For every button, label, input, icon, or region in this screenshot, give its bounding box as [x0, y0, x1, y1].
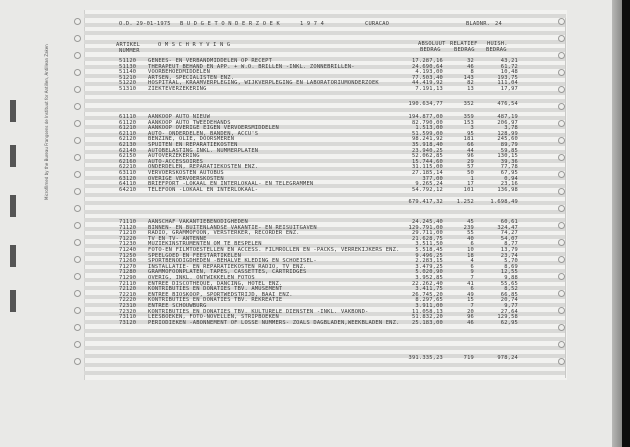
article-description: AANKOOP AUTO NIEUW — [148, 114, 211, 120]
total-relative: 719 — [463, 355, 474, 361]
absolute-amount: 5.020,90 — [415, 269, 443, 276]
article-description: AANKOOP OVERIGE EIGEN VERVOERSMIDDELEN — [148, 125, 279, 132]
article-code: 71110 — [119, 219, 137, 225]
article-code: 72220 — [119, 297, 137, 304]
absolute-amount: 22.262,40 — [411, 280, 443, 287]
article-description: SPUITEN EN REPARATIEKOSTEN — [148, 142, 238, 148]
household-amount: 487,19 — [497, 114, 518, 120]
stripe — [84, 337, 566, 341]
article-description: KONTRIBUTIES EN DONATIES TBV. REKREATIE — [148, 297, 283, 304]
relative-amount: 153 — [463, 119, 474, 126]
total-household: 1.698,49 — [490, 199, 518, 205]
absolute-amount: 8.297,65 — [415, 297, 443, 304]
absolute-amount: 35.918,40 — [411, 142, 443, 148]
total-absolute: 391.335,23 — [408, 355, 443, 361]
table-row — [0, 187, 630, 193]
article-code: 71290 — [119, 275, 137, 281]
article-code: 61210 — [119, 125, 137, 132]
table-row — [0, 320, 630, 326]
absolute-amount: 77.503,40 — [411, 74, 443, 81]
relative-amount: 6 — [470, 263, 474, 270]
household-amount: 10,48 — [500, 69, 518, 76]
household-amount: 17,97 — [500, 86, 518, 92]
absolute-amount: 24.690,64 — [411, 63, 443, 70]
household-amount: 8,77 — [504, 241, 518, 248]
article-code: 71120 — [119, 224, 137, 231]
table-row — [0, 86, 630, 92]
absolute-amount: 44.419,92 — [411, 80, 443, 87]
household-amount: 5,70 — [504, 258, 518, 265]
relative-amount: 7 — [470, 303, 474, 309]
page-label: BLADNR. — [466, 21, 491, 27]
article-description: GENEES- EN VERBANDMIDDELEN OP RECEPT — [148, 58, 273, 64]
household-amount: 8,69 — [504, 263, 518, 270]
article-description: ENTREE BIOSKOOP, SPORTWEDSTRIJD, BAAI ENZ. — [148, 291, 293, 298]
household-amount: 9,88 — [504, 275, 518, 281]
relative-amount: 95 — [467, 130, 474, 137]
article-code: 73110 — [119, 314, 137, 321]
relative-amount: 239 — [463, 224, 474, 231]
col-relatief: RELATIEF — [450, 41, 478, 47]
relative-amount: 41 — [467, 280, 474, 287]
article-description: AUTO- ONDERDELEN, BANDEN, ACCU'S — [148, 130, 259, 137]
absolute-amount: 3.911,00 — [415, 303, 443, 309]
household-amount: 54,07 — [500, 235, 518, 242]
absolute-amount: 1.513,00 — [415, 125, 443, 132]
article-description: TV EN TV- ANTENNE — [148, 235, 207, 242]
article-code: 63120 — [119, 175, 137, 182]
article-code: 72210 — [119, 291, 137, 298]
article-code: 72320 — [119, 308, 137, 315]
article-code: 71230 — [119, 241, 137, 248]
col-absoluut: ABSOLUUT — [418, 41, 446, 47]
relative-amount: 13 — [467, 86, 474, 92]
relative-amount: 46 — [467, 63, 474, 70]
article-code: 62210 — [119, 164, 137, 171]
household-amount: 0,94 — [504, 175, 518, 182]
relative-amount: 55 — [467, 230, 474, 237]
section-total-row — [0, 199, 630, 205]
article-code: 71250 — [119, 252, 137, 259]
total-relative: 1.252 — [456, 199, 474, 205]
absolute-amount: 2.283,15 — [415, 258, 443, 265]
household-amount: 66,85 — [500, 291, 518, 298]
absolute-amount: 51.599,00 — [411, 130, 443, 137]
relative-amount: 8 — [470, 69, 474, 76]
relative-amount: 15 — [467, 297, 474, 304]
article-code: 71220 — [119, 235, 137, 242]
household-amount: 39,36 — [500, 158, 518, 165]
feed-hole — [558, 35, 565, 42]
feed-hole — [558, 341, 565, 348]
total-absolute: 679.417,32 — [408, 199, 443, 205]
article-description: OVERIG, INKL. ONTWIKKELEN FOTOS — [148, 275, 255, 281]
absolute-amount: 3.511,50 — [415, 241, 443, 248]
article-code: 71260 — [119, 258, 137, 265]
absolute-amount: 23.940,25 — [411, 147, 443, 154]
household-amount: 129,58 — [497, 314, 518, 321]
absolute-amount: 24.245,40 — [411, 219, 443, 225]
article-description: ONDERDELEN, REPARATIEKOSTEN ENZ. — [148, 164, 259, 171]
absolute-amount: 9.265,24 — [415, 181, 443, 188]
article-code: 63110 — [119, 170, 137, 176]
household-amount: 111,04 — [497, 80, 518, 87]
stripe — [84, 363, 566, 367]
household-amount: 9,77 — [504, 303, 518, 309]
household-amount: 74,27 — [500, 230, 518, 237]
col-artikel: ARTIKEL — [116, 42, 141, 48]
article-code: 71240 — [119, 247, 137, 253]
absolute-amount: 4.193,00 — [415, 69, 443, 76]
absolute-amount: 21.628,75 — [411, 235, 443, 242]
article-description: AANSCHAF VAKANTIEBENODIGHEDEN — [148, 219, 248, 225]
household-amount: 61,72 — [500, 63, 518, 70]
stripe — [84, 193, 566, 197]
stripe — [84, 329, 566, 333]
article-description: SPORTBENODIGDHEDEN -BEHALVE KLEDING EN SCHOEISEL- — [148, 258, 317, 265]
article-code: 62160 — [119, 158, 137, 165]
article-description: KONTRIBUTIES EN DONATIES TBV. AMUSEMENT — [148, 286, 283, 293]
household-amount: 27,64 — [500, 308, 518, 315]
article-description: GRAMMOFOONPLATEN, TAPES, CASSETTES, CARTRIDGES — [148, 269, 307, 276]
article-description: OVERIGE VERVOERSKOSTEN — [148, 175, 224, 182]
article-description: BENZINE, OLIE, DOORSMEREN — [148, 136, 235, 143]
article-code: 64210 — [119, 186, 137, 193]
absolute-amount: 98.241,92 — [411, 136, 443, 143]
total-absolute: 190.634,77 — [408, 101, 443, 107]
feed-hole — [74, 341, 81, 348]
total-relative: 352 — [463, 101, 474, 107]
relative-amount: 359 — [463, 114, 474, 120]
article-code: 72310 — [119, 303, 137, 309]
article-description: SPEELGOED EN FEESTARTIKELEN — [148, 252, 242, 259]
microfilm-note: Microfilmed by the Bureau Frangsens de Instituut for Antillen, Antillean Zaken — [44, 44, 49, 200]
absolute-amount: 194.877,00 — [408, 114, 443, 120]
household-amount: 62,95 — [500, 319, 518, 326]
article-description: RADIO, GRAMMOFOON, VERSTERKER, RECORDER ENZ. — [148, 230, 300, 237]
relative-amount: 6 — [470, 286, 474, 293]
absolute-amount: 54.792,12 — [411, 186, 443, 193]
relative-amount: 46 — [467, 319, 474, 326]
total-household: 476,54 — [497, 101, 518, 107]
absolute-amount: 11.058,13 — [411, 308, 443, 315]
relative-amount: 66 — [467, 142, 474, 148]
absolute-amount: 3.952,85 — [415, 275, 443, 281]
absolute-amount: 15.744,60 — [411, 158, 443, 165]
relative-amount: 49 — [467, 291, 474, 298]
relative-amount: 6 — [470, 241, 474, 248]
article-code: 62150 — [119, 153, 137, 160]
household-amount: 89,79 — [500, 142, 518, 148]
article-description: LEESBOEKEN, FOTO-NOVELLEN, STRIPBOEKEN — [148, 314, 279, 321]
col-huish: HUISH. — [487, 41, 508, 47]
col-omschrijving: O M S C H R Y V I N G — [158, 42, 231, 48]
relative-amount: 40 — [467, 235, 474, 242]
relative-amount: 18 — [467, 252, 474, 259]
absolute-amount: 9.496,25 — [415, 252, 443, 259]
household-amount: 55,65 — [500, 280, 518, 287]
stripe — [84, 346, 566, 350]
relative-amount: 96 — [467, 314, 474, 321]
article-code: 51130 — [119, 63, 137, 70]
absolute-amount: 51.832,20 — [411, 314, 443, 321]
relative-amount: 1 — [470, 175, 474, 182]
relative-amount: 96 — [467, 153, 474, 160]
relative-amount: 7 — [470, 275, 474, 281]
article-description: VERVOERSKOSTEN AUTOBUS — [148, 170, 224, 176]
relative-amount: 10 — [467, 247, 474, 253]
feed-hole — [74, 35, 81, 42]
stripe — [84, 14, 566, 18]
relative-amount: 181 — [463, 136, 474, 143]
household-amount: 206,97 — [497, 119, 518, 126]
article-code: 51140 — [119, 69, 137, 76]
absolute-amount: 17.287,16 — [411, 58, 443, 64]
col-nummer: NUMMER — [119, 48, 140, 54]
article-description: INSTALLATIE- EN REPARATIEKOSTEN RADIO, TV ENZ. — [148, 263, 307, 270]
relative-amount: 32 — [467, 58, 474, 64]
relative-amount: 57 — [467, 164, 474, 171]
feed-hole — [558, 205, 565, 212]
household-amount: 20,74 — [500, 297, 518, 304]
relative-amount: 9 — [470, 269, 474, 276]
article-code: 62130 — [119, 142, 137, 148]
household-amount: 3,78 — [504, 125, 518, 132]
household-amount: 60,61 — [500, 219, 518, 225]
household-amount: 130,15 — [497, 153, 518, 160]
article-description: ENTREE DISCOTHEQUE, DANCING, HOTEL ENZ. — [148, 280, 283, 287]
article-code: 62110 — [119, 130, 137, 137]
document-year: 1 9 7 4 — [300, 21, 325, 27]
article-description: MUZIEKINSTRUMENTEN OM TE BESPELEN — [148, 241, 262, 248]
article-description: THERAPEUT BEHAND EN APP. + W.O. BRILLEN -INKL. ZONNEBRILLEN- — [148, 63, 355, 70]
absolute-amount: 26.745,20 — [411, 291, 443, 298]
section-total-row — [0, 355, 630, 361]
article-description: BRIEFPORT -LOKAAL EN INTERLOKAAL- EN TELEGRAMMEN — [148, 181, 314, 188]
household-amount: 128,99 — [497, 130, 518, 137]
document-title: B U D G E T O N D E R Z O E K — [180, 21, 280, 27]
absolute-amount: 25.183,00 — [411, 319, 443, 326]
col-huish-bedrag: BEDRAG — [486, 47, 507, 53]
article-code: 62120 — [119, 136, 137, 143]
article-description: TELEFOON -LOKAAL EN INTERLOKAAL- — [148, 186, 259, 193]
relative-amount: 82 — [467, 80, 474, 87]
article-code: 71270 — [119, 263, 137, 270]
absolute-amount: 377,00 — [422, 175, 443, 182]
absolute-amount: 27.185,14 — [411, 170, 443, 176]
article-description: ZIEKTEVERZEKERING — [148, 86, 207, 92]
article-code: 73120 — [119, 319, 137, 326]
article-description: ARTSEN, SPECIALISTEN ENZ. — [148, 74, 235, 81]
household-amount: 67,95 — [500, 170, 518, 176]
article-description: VOORBEHOEDMIDDELEN — [148, 69, 211, 76]
stripe — [84, 371, 566, 375]
article-code: 64110 — [119, 181, 137, 188]
absolute-amount: 7.191,13 — [415, 86, 443, 92]
relative-amount: 29 — [467, 158, 474, 165]
absolute-amount: 31.115,00 — [411, 164, 443, 171]
feed-hole — [74, 205, 81, 212]
article-code: 71280 — [119, 269, 137, 276]
household-amount: 8,52 — [504, 286, 518, 293]
article-code: 72110 — [119, 280, 137, 287]
article-description: HOSPITAAL, KRAAMVERPLEGING, WIJKVERPLEGING EN LABORATORIUMONDERZOEK — [148, 80, 379, 87]
section-total-row — [0, 101, 630, 107]
absolute-amount: 3.479,25 — [415, 263, 443, 270]
household-amount: 136,98 — [497, 186, 518, 193]
household-amount: 13,79 — [500, 247, 518, 253]
feed-hole — [74, 18, 81, 25]
article-description: AANKOOP AUTO TWEEDEHANDS — [148, 119, 231, 126]
total-household: 978,24 — [497, 355, 518, 361]
household-amount: 245,60 — [497, 136, 518, 143]
article-description: ENTREE SCHOUWBURG — [148, 303, 207, 309]
page-number: 24 — [495, 21, 502, 27]
article-code: 51310 — [119, 86, 137, 92]
article-description: PERIODIEKEN -ABONNEMENT OF LOSSE NUMMERS- ZOALS DAGBLADEN,WEEKBLADEN ENZ. — [148, 319, 400, 326]
relative-amount: 20 — [467, 308, 474, 315]
article-description: BINNEN- EN BUITENLANDSE VAKANTIE- EN REISUITGAVEN — [148, 224, 317, 231]
relative-amount: 45 — [467, 219, 474, 225]
location: CURACAO — [365, 21, 390, 27]
article-description: FOTO-EN FILMTOESTELLEN EN ACCESS. FILMROLLEN EN -PACKS, VERREKIJKERS ENZ. — [148, 247, 400, 253]
relative-amount: 44 — [467, 147, 474, 154]
article-code: 61120 — [119, 119, 137, 126]
relative-amount: 4 — [470, 258, 474, 265]
household-amount: 77,78 — [500, 164, 518, 171]
relative-amount: 101 — [463, 186, 474, 193]
relative-amount: 3 — [470, 125, 474, 132]
stripe — [84, 108, 566, 112]
print-date: O.D. 29-01-1975 — [119, 21, 171, 27]
relative-amount: 17 — [467, 181, 474, 188]
household-amount: 23,16 — [500, 181, 518, 188]
article-code: 51220 — [119, 80, 137, 87]
col-absoluut-bedrag: BEDRAG — [420, 47, 441, 53]
absolute-amount: 52.062,85 — [411, 153, 443, 160]
relative-amount: 50 — [467, 170, 474, 176]
absolute-amount: 129.791,00 — [408, 224, 443, 231]
household-amount: 43,21 — [500, 58, 518, 64]
absolute-amount: 82.790,00 — [411, 119, 443, 126]
absolute-amount: 3.411,75 — [415, 286, 443, 293]
stripe — [84, 210, 566, 214]
article-code: 51120 — [119, 58, 137, 64]
article-code: 61110 — [119, 114, 137, 120]
article-code: 72120 — [119, 286, 137, 293]
household-amount: 23,74 — [500, 252, 518, 259]
household-amount: 324,47 — [497, 224, 518, 231]
article-description: AUTO-ACCESSOIRES — [148, 158, 204, 165]
article-code: 62140 — [119, 147, 137, 154]
stripe — [84, 31, 566, 35]
article-description: AUTOBELASTING INKL. NUMMERPLATEN — [148, 147, 259, 154]
article-description: KONTRIBUTIES EN DONATIES TBV. KULTURELE DIENSTEN -INKL. VAKBOND- — [148, 308, 369, 315]
article-code: 71210 — [119, 230, 137, 237]
household-amount: 59,85 — [500, 147, 518, 154]
household-amount: 193,75 — [497, 74, 518, 81]
article-description: AUTOVERZEKERING — [148, 153, 200, 160]
absolute-amount: 5.518,45 — [415, 247, 443, 253]
absolute-amount: 29.711,00 — [411, 230, 443, 237]
feed-hole — [558, 18, 565, 25]
household-amount: 12,55 — [500, 269, 518, 276]
col-relatief-bedrag: BEDRAG — [454, 47, 475, 53]
relative-amount: 143 — [463, 74, 474, 81]
article-code: 51210 — [119, 74, 137, 81]
